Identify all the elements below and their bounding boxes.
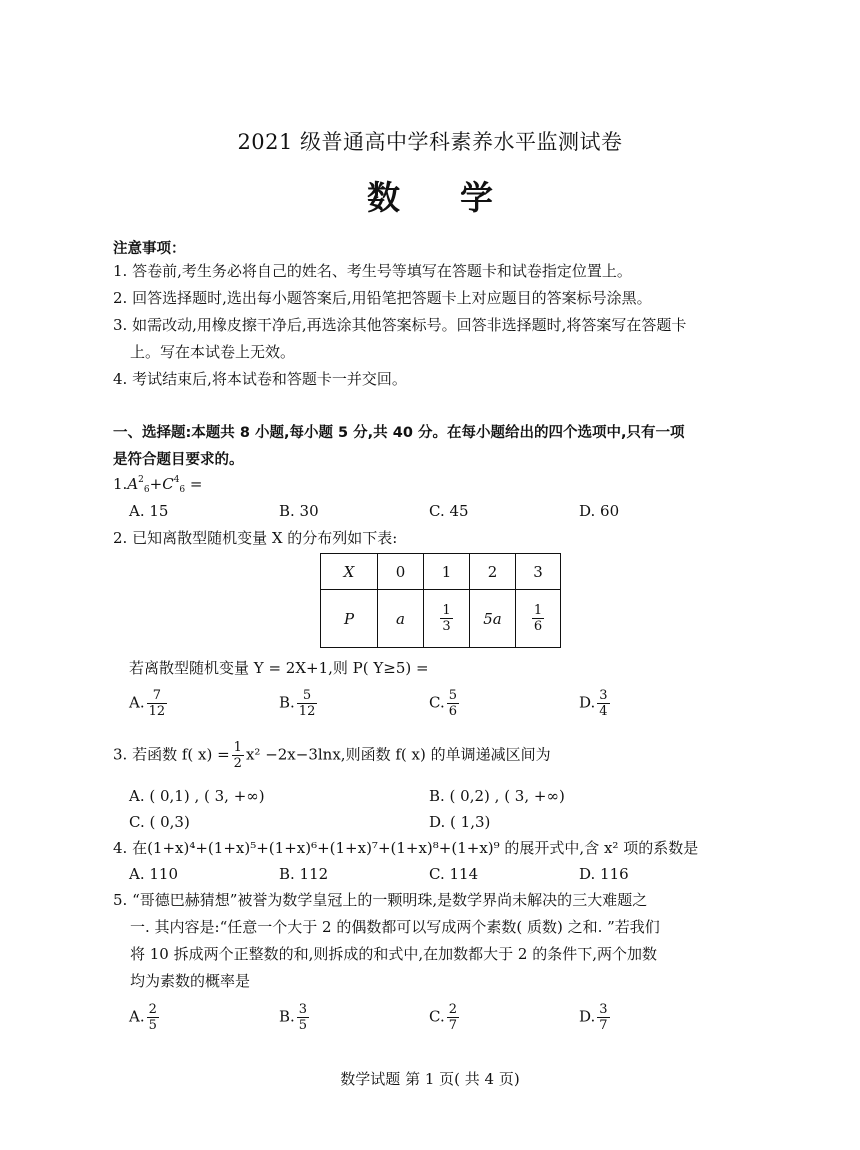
q2-option-c: C. $\frac{5}{6}$ [429,688,457,719]
question-5-line-3: 将 10 拆成两个正整数的和,则拆成的和式中,在加数都大于 2 的条件下,两个加数 [130,945,658,963]
question-5-line-1: 5. “哥德巴赫猜想”被誉为数学皇冠上的一颗明珠,是数学界尚未解决的三大难题之 [113,891,648,909]
notes-heading: 注意事项： [113,241,186,257]
q5-option-c: C. $\frac{2}{7}$ [429,1002,457,1033]
q2-option-a: A. $\frac{7}{12}$ [129,688,166,719]
table-row [321,554,561,590]
table-cell: P [321,590,378,648]
q4-option-c: C. 114 [429,865,479,883]
q5-option-d: D. $\frac{3}{7}$ [579,1002,608,1033]
note-item-2: 2. 回答选择题时,选出每小题答案后,用铅笔把答题卡上对应题目的答案标号涂黑。 [113,289,652,307]
q3-option-d: D. ( 1,3) [429,813,491,831]
question-1-stem: $1.A^2_6+C^4_6$ = [113,475,203,495]
q1-option-b: B. 30 [279,502,319,520]
section-heading-cont: 是符合题目要求的。 [113,452,244,468]
question-4-stem: 4. 在(1+x)⁴+(1+x)⁵+(1+x)⁶+(1+x)⁷+(1+x)⁸+(1+x)⁹ 的展开式中,含 x² 项的系数是 [113,839,699,857]
note-item-3: 3. 如需改动,用橡皮擦干净后,再选涂其他答案标号。回答非选择题时,将答案写在答题卡 [113,316,687,334]
q4-option-b: B. 112 [279,865,329,883]
question-5-line-2: 一. 其内容是:“任意一个大于 2 的偶数都可以写成两个素数( 质数) 之和. ”若我们 [130,918,660,936]
table-cell: $\frac{1}{6}$ [516,590,561,648]
note-item-4: 4. 考试结束后,将本试卷和答题卡一并交回。 [113,370,407,388]
q2-option-b: B. $\frac{5}{12}$ [279,688,316,719]
table-cell: X [321,554,378,590]
q3-option-c: C. ( 0,3) [129,813,190,831]
table-cell: 5a [470,590,516,648]
question-2-stem: 2. 已知离散型随机变量 X 的分布列如下表: [113,529,398,547]
question-2-followup: 若离散型随机变量 Y = 2X+1,则 P( Y≥5) = [129,659,429,677]
table-cell: 2 [470,554,516,590]
distribution-table [320,553,561,648]
section-heading: 一、选择题:本题共 8 小题,每小题 5 分,共 40 分。在每小题给出的四个选项中,只有一项 [113,425,685,441]
q5-option-a: A. $\frac{2}{5}$ [129,1002,157,1033]
q1-option-c: C. 45 [429,502,469,520]
q1-option-a: A. 15 [129,502,169,520]
table-cell: a [378,590,424,648]
table-row [321,590,561,648]
table-cell: 1 [424,554,470,590]
note-item-3-cont: 上。写在本试卷上无效。 [130,343,296,361]
q1-option-d: D. 60 [579,502,620,520]
q3-option-b: B. ( 0,2) , ( 3, +∞) [429,787,565,805]
q4-option-a: A. 110 [129,865,178,883]
q5-option-b: B. $\frac{3}{5}$ [279,1002,308,1033]
question-5-line-4: 均为素数的概率是 [130,972,251,990]
table-cell: $\frac{1}{3}$ [424,590,470,648]
exam-title: 数学 [367,178,553,217]
table-cell: 3 [516,554,561,590]
note-item-1: 1. 答卷前,考生务必将自己的姓名、考生号等填写在答题卡和试卷指定位置上。 [113,262,632,280]
q3-option-a: A. ( 0,1) , ( 3, +∞) [129,787,265,805]
table-cell: 0 [378,554,424,590]
q4-option-d: D. 116 [579,865,629,883]
question-3-stem: 3. 若函数 f( x) = $\frac{1}{2}$ x² −2x−3lnx,则函数 f( x) 的单调递减区间为 [113,740,551,771]
exam-subtitle: 2021 级普通高中学科素养水平监测试卷 [237,130,623,154]
page-footer: 数学试题 第 1 页( 共 4 页) [340,1070,520,1088]
q2-option-d: D. $\frac{3}{4}$ [579,688,608,719]
